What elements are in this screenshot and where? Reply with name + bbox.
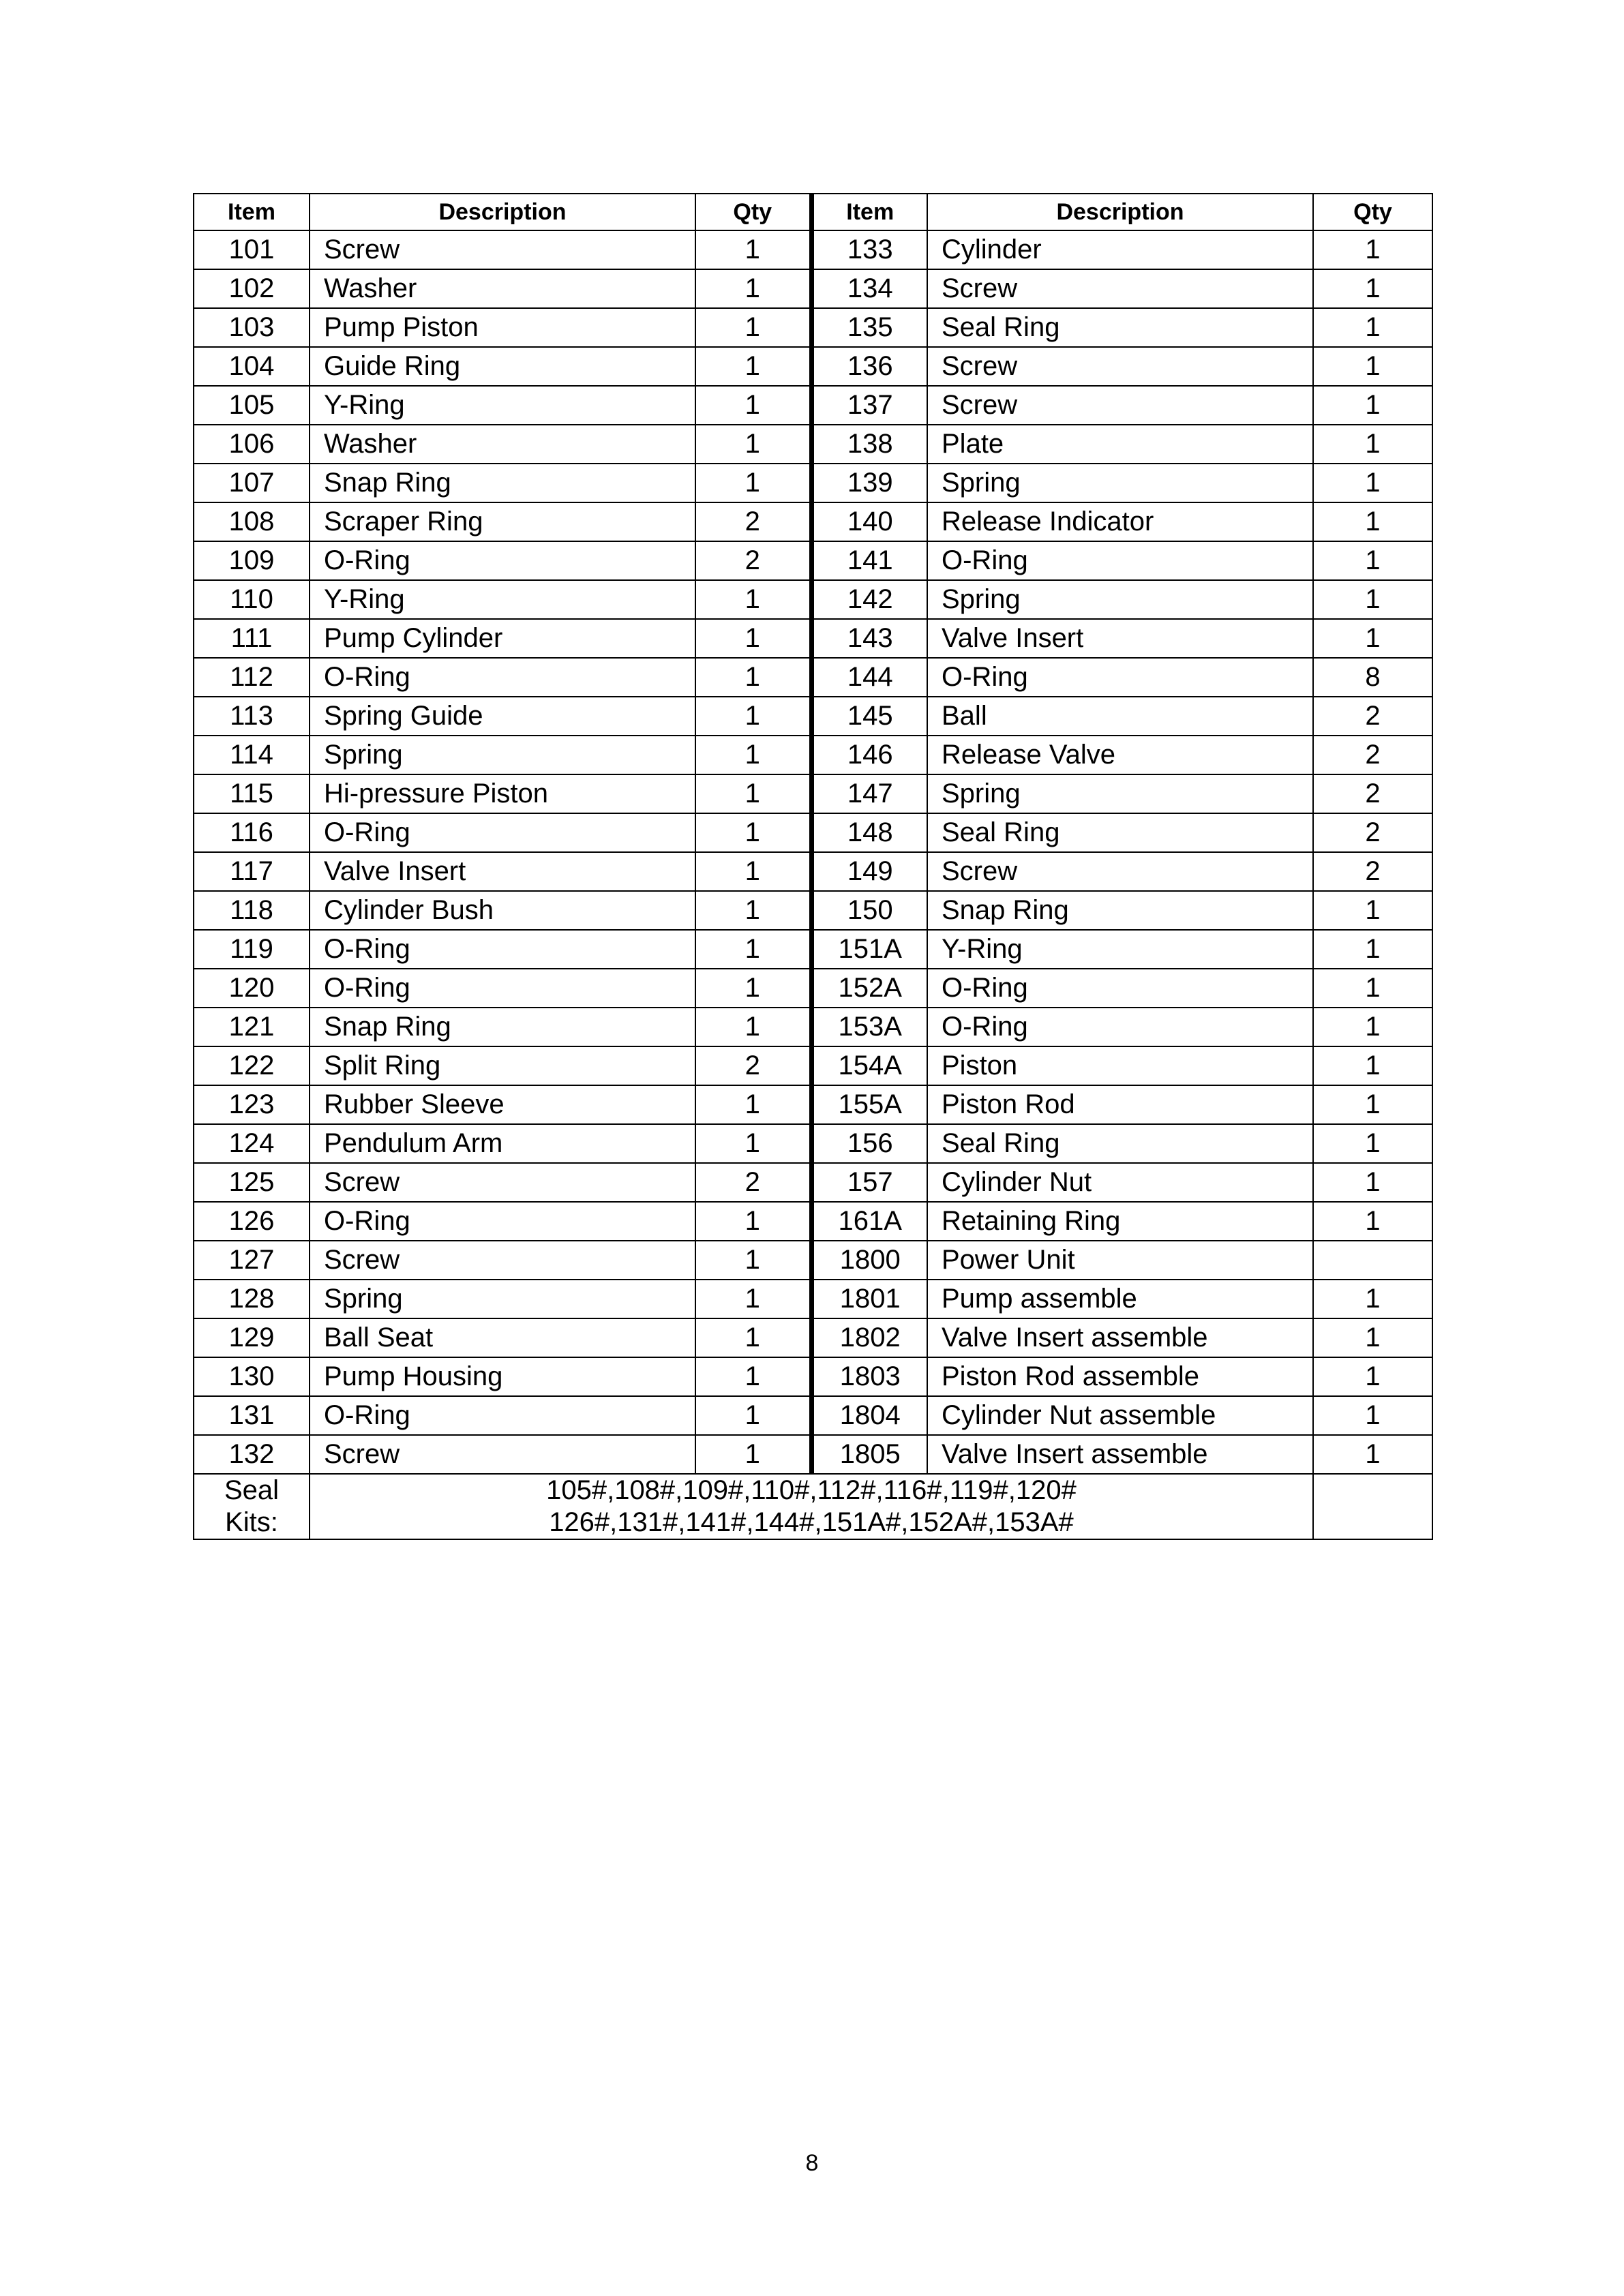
description-left: Split Ring bbox=[310, 1046, 695, 1085]
item-number-right: 157 bbox=[811, 1163, 927, 1202]
qty-left: 2 bbox=[695, 1163, 811, 1202]
item-number-left: 101 bbox=[194, 230, 310, 269]
item-number-left: 102 bbox=[194, 269, 310, 308]
item-number-left: 119 bbox=[194, 930, 310, 969]
description-right: Seal Ring bbox=[927, 308, 1313, 347]
table-row bbox=[194, 774, 1432, 813]
description-left: Screw bbox=[310, 1241, 695, 1280]
qty-left: 1 bbox=[695, 1202, 811, 1241]
item-number-left: 131 bbox=[194, 1396, 310, 1435]
table-row bbox=[194, 1124, 1432, 1163]
table-row bbox=[194, 425, 1432, 464]
table-row bbox=[194, 969, 1432, 1008]
qty-left: 1 bbox=[695, 1008, 811, 1046]
table-row bbox=[194, 269, 1432, 308]
description-left: O-Ring bbox=[310, 658, 695, 697]
item-number-left: 108 bbox=[194, 502, 310, 541]
description-right: Power Unit bbox=[927, 1241, 1313, 1280]
table-row bbox=[194, 502, 1432, 541]
header-qty-left: Qty bbox=[695, 194, 811, 230]
item-number-left: 128 bbox=[194, 1280, 310, 1318]
seal-kits-list-line2: 126#,131#,141#,144#,151A#,152A#,153A# bbox=[549, 1507, 1074, 1537]
qty-left: 1 bbox=[695, 891, 811, 930]
qty-left: 1 bbox=[695, 1357, 811, 1396]
qty-right: 2 bbox=[1313, 852, 1432, 891]
description-left: Rubber Sleeve bbox=[310, 1085, 695, 1124]
item-number-left: 110 bbox=[194, 580, 310, 619]
seal-kits-label-line1: Seal bbox=[224, 1475, 280, 1505]
qty-right: 1 bbox=[1313, 891, 1432, 930]
item-number-right: 145 bbox=[811, 697, 927, 736]
qty-left: 1 bbox=[695, 697, 811, 736]
qty-right: 1 bbox=[1313, 425, 1432, 464]
table-row bbox=[194, 386, 1432, 425]
item-number-right: 152A bbox=[811, 969, 927, 1008]
table-row bbox=[194, 580, 1432, 619]
qty-left: 1 bbox=[695, 1435, 811, 1474]
qty-right: 1 bbox=[1313, 230, 1432, 269]
table-row bbox=[194, 658, 1432, 697]
seal-kits-label-line2: Kits: bbox=[225, 1507, 278, 1537]
parts-table-body bbox=[194, 230, 1432, 1474]
table-row bbox=[194, 1357, 1432, 1396]
item-number-left: 122 bbox=[194, 1046, 310, 1085]
description-right: Cylinder bbox=[927, 230, 1313, 269]
description-right: Retaining Ring bbox=[927, 1202, 1313, 1241]
item-number-right: 154A bbox=[811, 1046, 927, 1085]
description-right: Seal Ring bbox=[927, 1124, 1313, 1163]
description-right: Spring bbox=[927, 774, 1313, 813]
table-row bbox=[194, 697, 1432, 736]
table-row bbox=[194, 852, 1432, 891]
seal-kits-qty bbox=[1313, 1474, 1432, 1539]
item-number-left: 129 bbox=[194, 1318, 310, 1357]
description-left: O-Ring bbox=[310, 969, 695, 1008]
item-number-right: 146 bbox=[811, 736, 927, 774]
qty-left: 1 bbox=[695, 269, 811, 308]
table-row bbox=[194, 1280, 1432, 1318]
item-number-left: 117 bbox=[194, 852, 310, 891]
qty-right: 1 bbox=[1313, 580, 1432, 619]
item-number-left: 123 bbox=[194, 1085, 310, 1124]
item-number-left: 103 bbox=[194, 308, 310, 347]
qty-left: 1 bbox=[695, 1318, 811, 1357]
item-number-left: 121 bbox=[194, 1008, 310, 1046]
item-number-left: 120 bbox=[194, 969, 310, 1008]
item-number-right: 142 bbox=[811, 580, 927, 619]
qty-left: 1 bbox=[695, 347, 811, 386]
description-left: Spring bbox=[310, 736, 695, 774]
item-number-left: 116 bbox=[194, 813, 310, 852]
qty-left: 1 bbox=[695, 1124, 811, 1163]
table-row bbox=[194, 1241, 1432, 1280]
item-number-right: 1804 bbox=[811, 1396, 927, 1435]
description-left: Washer bbox=[310, 269, 695, 308]
item-number-right: 149 bbox=[811, 852, 927, 891]
description-right: Seal Ring bbox=[927, 813, 1313, 852]
qty-right: 1 bbox=[1313, 502, 1432, 541]
qty-left: 1 bbox=[695, 930, 811, 969]
qty-right: 1 bbox=[1313, 1008, 1432, 1046]
qty-right: 1 bbox=[1313, 1357, 1432, 1396]
description-left: O-Ring bbox=[310, 541, 695, 580]
table-row bbox=[194, 1163, 1432, 1202]
description-left: Y-Ring bbox=[310, 580, 695, 619]
qty-right: 1 bbox=[1313, 1202, 1432, 1241]
description-right: Release Indicator bbox=[927, 502, 1313, 541]
description-left: Scraper Ring bbox=[310, 502, 695, 541]
description-left: O-Ring bbox=[310, 813, 695, 852]
item-number-right: 143 bbox=[811, 619, 927, 658]
qty-right: 1 bbox=[1313, 269, 1432, 308]
table-row bbox=[194, 464, 1432, 502]
page-number: 8 bbox=[805, 2150, 819, 2176]
description-right: O-Ring bbox=[927, 658, 1313, 697]
qty-left: 1 bbox=[695, 813, 811, 852]
qty-left: 1 bbox=[695, 386, 811, 425]
item-number-right: 144 bbox=[811, 658, 927, 697]
qty-right: 8 bbox=[1313, 658, 1432, 697]
qty-left: 1 bbox=[695, 619, 811, 658]
description-right: Valve Insert bbox=[927, 619, 1313, 658]
item-number-right: 141 bbox=[811, 541, 927, 580]
description-right: Y-Ring bbox=[927, 930, 1313, 969]
item-number-right: 134 bbox=[811, 269, 927, 308]
item-number-left: 104 bbox=[194, 347, 310, 386]
seal-kits-label bbox=[194, 1474, 310, 1539]
parts-list-table bbox=[193, 193, 1433, 1540]
item-number-right: 136 bbox=[811, 347, 927, 386]
qty-left: 1 bbox=[695, 308, 811, 347]
qty-right: 1 bbox=[1313, 1163, 1432, 1202]
description-right: Screw bbox=[927, 852, 1313, 891]
description-left: Ball Seat bbox=[310, 1318, 695, 1357]
item-number-left: 124 bbox=[194, 1124, 310, 1163]
qty-left: 1 bbox=[695, 425, 811, 464]
description-left: Hi-pressure Piston bbox=[310, 774, 695, 813]
item-number-left: 127 bbox=[194, 1241, 310, 1280]
qty-left: 2 bbox=[695, 502, 811, 541]
description-left: Y-Ring bbox=[310, 386, 695, 425]
item-number-left: 112 bbox=[194, 658, 310, 697]
header-item-left: Item bbox=[194, 194, 310, 230]
description-left: Snap Ring bbox=[310, 1008, 695, 1046]
item-number-right: 161A bbox=[811, 1202, 927, 1241]
item-number-left: 105 bbox=[194, 386, 310, 425]
item-number-right: 1801 bbox=[811, 1280, 927, 1318]
description-right: O-Ring bbox=[927, 1008, 1313, 1046]
qty-right: 1 bbox=[1313, 1318, 1432, 1357]
description-right: Cylinder Nut assemble bbox=[927, 1396, 1313, 1435]
description-right: Piston Rod assemble bbox=[927, 1357, 1313, 1396]
table-row bbox=[194, 1396, 1432, 1435]
table-row bbox=[194, 1046, 1432, 1085]
description-right: Screw bbox=[927, 269, 1313, 308]
description-right: Spring bbox=[927, 580, 1313, 619]
qty-right: 1 bbox=[1313, 1085, 1432, 1124]
item-number-right: 140 bbox=[811, 502, 927, 541]
seal-kits-list-line1: 105#,108#,109#,110#,112#,116#,119#,120# bbox=[546, 1475, 1077, 1505]
description-right: Valve Insert assemble bbox=[927, 1435, 1313, 1474]
qty-right: 1 bbox=[1313, 308, 1432, 347]
description-left: Pendulum Arm bbox=[310, 1124, 695, 1163]
header-qty-right: Qty bbox=[1313, 194, 1432, 230]
qty-right: 1 bbox=[1313, 386, 1432, 425]
item-number-right: 156 bbox=[811, 1124, 927, 1163]
item-number-right: 155A bbox=[811, 1085, 927, 1124]
item-number-left: 125 bbox=[194, 1163, 310, 1202]
item-number-right: 151A bbox=[811, 930, 927, 969]
qty-right: 1 bbox=[1313, 969, 1432, 1008]
table-row bbox=[194, 891, 1432, 930]
description-left: Guide Ring bbox=[310, 347, 695, 386]
qty-left: 2 bbox=[695, 541, 811, 580]
item-number-left: 109 bbox=[194, 541, 310, 580]
table-row bbox=[194, 1085, 1432, 1124]
item-number-right: 139 bbox=[811, 464, 927, 502]
description-left: Spring Guide bbox=[310, 697, 695, 736]
table-row bbox=[194, 1008, 1432, 1046]
qty-right: 1 bbox=[1313, 347, 1432, 386]
description-right: Pump assemble bbox=[927, 1280, 1313, 1318]
description-right: Piston bbox=[927, 1046, 1313, 1085]
description-left: Pump Cylinder bbox=[310, 619, 695, 658]
description-left: Washer bbox=[310, 425, 695, 464]
item-number-right: 148 bbox=[811, 813, 927, 852]
description-left: Valve Insert bbox=[310, 852, 695, 891]
description-right: Valve Insert assemble bbox=[927, 1318, 1313, 1357]
table-row bbox=[194, 813, 1432, 852]
item-number-left: 118 bbox=[194, 891, 310, 930]
qty-right: 1 bbox=[1313, 541, 1432, 580]
description-right: O-Ring bbox=[927, 541, 1313, 580]
qty-right bbox=[1313, 1241, 1432, 1280]
qty-left: 1 bbox=[695, 658, 811, 697]
item-number-left: 114 bbox=[194, 736, 310, 774]
table-row bbox=[194, 930, 1432, 969]
description-right: Screw bbox=[927, 386, 1313, 425]
qty-right: 1 bbox=[1313, 619, 1432, 658]
item-number-right: 135 bbox=[811, 308, 927, 347]
item-number-right: 137 bbox=[811, 386, 927, 425]
item-number-right: 1800 bbox=[811, 1241, 927, 1280]
description-left: Screw bbox=[310, 1435, 695, 1474]
qty-left: 1 bbox=[695, 969, 811, 1008]
item-number-left: 106 bbox=[194, 425, 310, 464]
item-number-left: 115 bbox=[194, 774, 310, 813]
table-row bbox=[194, 1202, 1432, 1241]
description-right: Snap Ring bbox=[927, 891, 1313, 930]
qty-left: 1 bbox=[695, 774, 811, 813]
description-right: Cylinder Nut bbox=[927, 1163, 1313, 1202]
description-left: Snap Ring bbox=[310, 464, 695, 502]
qty-right: 1 bbox=[1313, 1435, 1432, 1474]
qty-left: 1 bbox=[695, 464, 811, 502]
item-number-right: 1803 bbox=[811, 1357, 927, 1396]
qty-left: 1 bbox=[695, 1396, 811, 1435]
item-number-left: 130 bbox=[194, 1357, 310, 1396]
description-right: Ball bbox=[927, 697, 1313, 736]
item-number-right: 150 bbox=[811, 891, 927, 930]
description-left: Spring bbox=[310, 1280, 695, 1318]
table-row bbox=[194, 619, 1432, 658]
table-row bbox=[194, 1318, 1432, 1357]
item-number-left: 111 bbox=[194, 619, 310, 658]
qty-left: 1 bbox=[695, 736, 811, 774]
qty-right: 2 bbox=[1313, 697, 1432, 736]
description-left: Screw bbox=[310, 230, 695, 269]
item-number-right: 133 bbox=[811, 230, 927, 269]
table-row bbox=[194, 736, 1432, 774]
qty-left: 1 bbox=[695, 1241, 811, 1280]
item-number-right: 138 bbox=[811, 425, 927, 464]
qty-left: 1 bbox=[695, 852, 811, 891]
qty-right: 1 bbox=[1313, 1280, 1432, 1318]
item-number-left: 126 bbox=[194, 1202, 310, 1241]
description-left: Pump Housing bbox=[310, 1357, 695, 1396]
item-number-right: 1802 bbox=[811, 1318, 927, 1357]
description-right: Spring bbox=[927, 464, 1313, 502]
table-row bbox=[194, 347, 1432, 386]
item-number-left: 107 bbox=[194, 464, 310, 502]
qty-right: 2 bbox=[1313, 736, 1432, 774]
qty-right: 1 bbox=[1313, 1396, 1432, 1435]
item-number-left: 132 bbox=[194, 1435, 310, 1474]
description-right: Plate bbox=[927, 425, 1313, 464]
qty-left: 2 bbox=[695, 1046, 811, 1085]
description-left: Pump Piston bbox=[310, 308, 695, 347]
description-left: Screw bbox=[310, 1163, 695, 1202]
qty-left: 1 bbox=[695, 1280, 811, 1318]
header-description-right: Description bbox=[927, 194, 1313, 230]
qty-right: 1 bbox=[1313, 930, 1432, 969]
item-number-right: 153A bbox=[811, 1008, 927, 1046]
table-header-row bbox=[194, 194, 1432, 230]
description-right: O-Ring bbox=[927, 969, 1313, 1008]
qty-left: 1 bbox=[695, 1085, 811, 1124]
header-description-left: Description bbox=[310, 194, 695, 230]
qty-right: 2 bbox=[1313, 774, 1432, 813]
description-left: O-Ring bbox=[310, 1396, 695, 1435]
item-number-left: 113 bbox=[194, 697, 310, 736]
qty-right: 1 bbox=[1313, 1124, 1432, 1163]
table-row bbox=[194, 230, 1432, 269]
qty-left: 1 bbox=[695, 230, 811, 269]
qty-right: 2 bbox=[1313, 813, 1432, 852]
description-right: Release Valve bbox=[927, 736, 1313, 774]
table-row bbox=[194, 541, 1432, 580]
qty-right: 1 bbox=[1313, 1046, 1432, 1085]
seal-kits-row bbox=[194, 1474, 1432, 1539]
description-left: O-Ring bbox=[310, 930, 695, 969]
description-left: Cylinder Bush bbox=[310, 891, 695, 930]
description-right: Piston Rod bbox=[927, 1085, 1313, 1124]
table-row bbox=[194, 308, 1432, 347]
seal-kits-list bbox=[310, 1474, 1313, 1539]
item-number-right: 147 bbox=[811, 774, 927, 813]
description-left: O-Ring bbox=[310, 1202, 695, 1241]
description-right: Screw bbox=[927, 347, 1313, 386]
qty-right: 1 bbox=[1313, 464, 1432, 502]
qty-left: 1 bbox=[695, 580, 811, 619]
table-row bbox=[194, 1435, 1432, 1474]
header-item-right: Item bbox=[811, 194, 927, 230]
item-number-right: 1805 bbox=[811, 1435, 927, 1474]
